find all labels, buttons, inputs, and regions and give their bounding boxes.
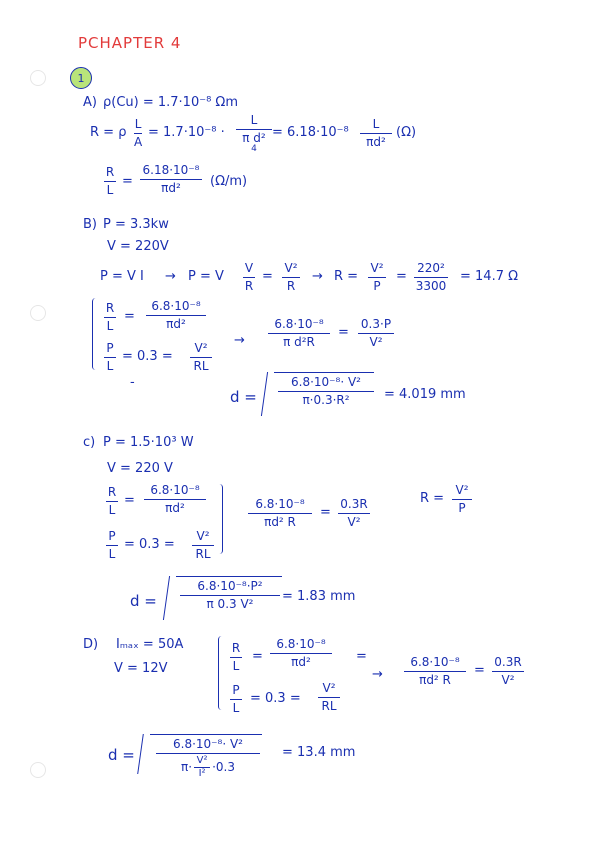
frac-den: πd² [291,655,311,670]
frac-den: RL [321,699,337,714]
equals: = [396,269,407,284]
frac-num: 6.8·10⁻⁸ [255,497,305,511]
frac-sqrt-b [278,376,374,407]
part-c-P: P = 1.5·10³ W [103,435,194,450]
frac-den: A [134,135,143,150]
frac-num: V² [455,483,469,497]
equals: = [252,649,263,664]
equals: = [320,505,331,520]
part-b-V: V = 220V [107,239,169,254]
frac-den: π d² [242,131,266,146]
frac-L-over-area [236,114,272,154]
part-c-result: = 1.83 mm [282,589,356,604]
frac-P-over-L-c [106,530,118,561]
frac-num: 0.3·P [360,317,392,331]
frac-num: L [250,113,258,127]
part-b-line1b: P = V [188,269,224,284]
frac-V2-over-R [282,262,300,293]
frac-den-b: ·0.3 [212,760,235,775]
part-b-dash: - [130,375,135,390]
part-d-I: Iₘₐₓ = 50A [116,637,184,652]
arrow-2: → [312,269,323,284]
frac-num: 0.3R [340,497,368,511]
frac-num: 6.8·10⁻⁸ [410,655,460,669]
frac-den: L [108,547,116,562]
frac-R-over-L-b [104,302,116,333]
part-c-d: d = [130,592,157,610]
part-d-d: d = [108,746,135,764]
equals: = [124,309,135,324]
frac-den: πd² R [419,673,451,688]
frac-den: πd² [366,135,386,150]
frac-L-over-A [134,118,142,149]
frac-num: L [134,117,142,131]
frac-num: V² [322,681,336,695]
system-brace-c [216,484,223,554]
frac-den: πd² [165,501,185,516]
system-brace-d [218,636,225,710]
equals: = [338,325,349,340]
frac-num: V² [196,529,210,543]
part-c-V: V = 220 V [107,461,173,476]
part-a-R-lhs: R = ρ [90,125,127,140]
frac-den-a: π· [181,760,193,775]
frac-R-over-L-d [230,642,242,673]
part-d-result: = 13.4 mm [282,745,356,760]
frac-den: 3300 [415,279,447,294]
frac-num: P [232,683,240,697]
part-a-label: A) [83,95,97,110]
frac-den: L [232,701,240,716]
frac-R-over-L [104,166,116,197]
part-a-unit1: (Ω) [396,125,417,140]
frac-sys1-b [146,300,206,331]
part-b-R-eq: R = [334,269,359,284]
part-c-Rp: R = [420,491,445,506]
frac-R-over-L-c [106,486,118,517]
frac-num: P [108,529,116,543]
page-title: PCHAPTER 4 [78,34,182,52]
frac-num: V [244,261,254,275]
frac-num: 6.8·10⁻⁸ [150,483,200,497]
frac-den-four: 4 [251,143,257,154]
part-b-label: B) [83,217,97,232]
frac-den: RL [195,547,211,562]
frac-num: 6.18·10⁻⁸ [142,163,200,177]
frac-den: π d²R [283,335,315,350]
frac-den-inner [194,756,210,779]
frac-den: πd² R [264,515,296,530]
part-b-P: P = 3.3kw [103,217,169,232]
frac-num: R [107,485,117,499]
part-a-eq2: = 6.18·10⁻⁸ [272,125,349,140]
frac-num: V² [370,261,384,275]
frac-r2-b [358,318,394,349]
frac-sqrt-c [180,580,280,611]
part-d-label: D) [83,637,99,652]
frac-num: 6.8·10⁻⁸· V² [291,375,361,389]
frac-den: L [232,659,240,674]
frac-L-over-pid2 [360,118,392,149]
frac-result-a [140,164,202,195]
part-a-unit2: (Ω/m) [210,174,248,189]
frac-1-c [144,484,206,515]
frac-den: P [373,279,381,294]
frac-num: 0.3R [494,655,522,669]
frac-220-over-3300 [414,262,448,293]
frac-P-over-L-b [104,342,116,373]
frac-num: V² [284,261,298,275]
frac-1-d [270,638,332,669]
frac-V2-over-RL-b [190,342,212,373]
frac-num: V² [194,341,208,355]
frac-den-group [181,756,235,779]
frac-den: πd² [161,181,181,196]
part-c-label: c) [83,435,96,450]
frac-V-over-R [243,262,255,293]
frac-num: 6.8·10⁻⁸·P² [197,579,263,593]
frac-den: RL [193,359,209,374]
circled-number-text: 1 [77,71,85,85]
part-b-sys2-mid: = 0.3 = [122,349,173,364]
frac-den: L [106,359,114,374]
equals: = [474,663,485,678]
frac-num: R [105,301,115,315]
equals: = [124,493,135,508]
arrow-1: → [165,269,176,284]
frac-num: R [105,165,115,179]
frac-r2-d [492,656,524,687]
part-c-mid: = 0.3 = [124,537,175,552]
part-b-result: = 4.019 mm [384,387,466,402]
arrow-d: → [372,667,383,682]
frac-2-d [318,682,340,713]
part-b-line1a: P = V I [100,269,144,284]
frac-num: P [106,341,114,355]
frac-2-c [192,530,214,561]
frac-den: πd² [166,317,186,332]
frac-den: R [286,279,296,294]
frac-num: 6.8·10⁻⁸ [276,637,326,651]
frac-num: 6.8·10⁻⁸ [151,299,201,313]
frac-num: 220² [417,261,445,275]
punch-hole-bottom [30,762,46,778]
inner-num: V² [196,755,208,767]
punch-hole-middle [30,305,46,321]
frac-sqrt-d [156,738,260,779]
frac-den: V² [347,515,361,530]
part-b-result-R: = 14.7 Ω [460,269,519,284]
frac-Rp-c [452,484,472,515]
part-d-V: V = 12V [114,661,168,676]
frac-num: R [231,641,241,655]
frac-den: R [244,279,254,294]
arrow-3: → [234,333,245,348]
equals: = [122,174,133,189]
circled-number [70,67,92,89]
frac-num: L [372,117,380,131]
frac-r-d [404,656,466,687]
frac-r-c [248,498,312,529]
frac-r-b [268,318,330,349]
punch-hole-top [30,70,46,86]
part-a-rho: ρ(Cu) = 1.7·10⁻⁸ Ωm [103,95,239,110]
part-b-d: d = [230,388,257,406]
frac-den: V² [501,673,515,688]
frac-den: L [108,503,116,518]
frac-den: L [106,183,114,198]
part-d-mid: = 0.3 = [250,691,301,706]
frac-P-over-L-d [230,684,242,715]
frac-r2-c [338,498,370,529]
frac-V2-over-P [368,262,386,293]
frac-den: π 0.3 V² [206,597,254,612]
frac-num: 6.8·10⁻⁸· V² [173,737,243,751]
frac-den: V² [369,335,383,350]
part-d-eq: = [356,649,367,664]
part-a-mid: = 1.7·10⁻⁸ · [148,125,225,140]
frac-den: P [458,501,466,516]
equals: = [262,269,273,284]
frac-den: L [106,319,114,334]
frac-num: 6.8·10⁻⁸ [274,317,324,331]
frac-den: π·0.3·R² [302,393,350,408]
inner-den: I² [198,768,206,780]
system-brace-b [92,298,99,370]
